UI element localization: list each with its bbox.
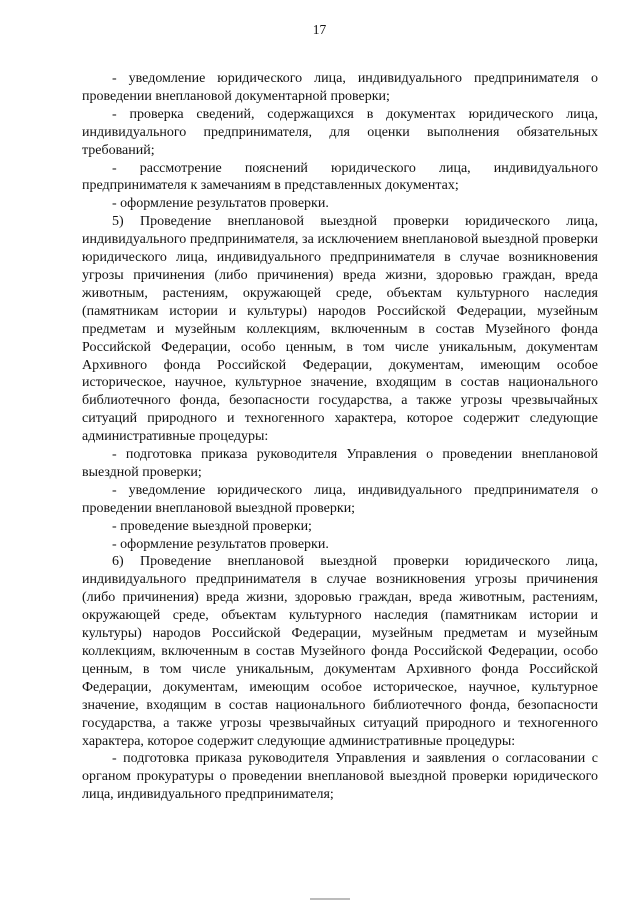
paragraph-notify-documentary: - уведомление юридического лица, индивидуального предпринимателя о проведении внеплановой документарной проверки; [82,71,598,104]
paragraph-prepare-order-prosecutor: - подготовка приказа руководителя Управления и заявления о согласовании с органом прокуратуры о проведении внеплановой выездной проверки юридического лица, индивидуального предпринимателя; [82,751,598,803]
document-body [82,70,598,804]
paragraph-prepare-order: - подготовка приказа руководителя Управления о проведении внеплановой выездной проверки; [82,447,598,480]
page-number: 17 [312,22,327,37]
paragraph-results-documentary: - оформление результатов проверки. [112,196,329,212]
paragraph-item-6: 6) Проведение внеплановой выездной проверки юридического лица, индивидуального предпринимателя в случае возникновения угрозы причинения (либо причинения) вреда жизни, здоровью граждан, вреда животным, растениям, окружающей среде, объектам культурного наследия (памятникам истории и культуры) народов Российской Федерации, музейным предметам и музейным коллекциям, включенным в состав Музейного фонда Российской Федерации, особо ценным, в том числе уникальным, документам Архивного фонда Российской Федерации, документам, имеющим особое историческое, научное, культурное значение, входящим в состав национального библиотечного фонда, безопасности государства, а также угрозы чрезвычайных ситуаций природного и техногенного характера, которое содержит следующие административные процедуры: [82,554,598,749]
paragraph-check-documents: - проверка сведений, содержащихся в документах юридического лица, индивидуального предпринимателя, для оценки выполнения обязательных требований; [82,106,598,158]
scan-edge-mark [310,898,350,900]
paragraph-review-explanations: - рассмотрение пояснений юридического лица, индивидуального предпринимателя к замечаниям в представленных документах; [82,160,598,194]
paragraph-results-onsite: - оформление результатов проверки. [112,536,329,552]
paragraph-item-5: 5) Проведение внеплановой выездной проверки юридического лица, индивидуального предпринимателя, за исключением внеплановой выездной проверки юридического лица, индивидуального предпринимателя в случае возникновения угрозы причинения (либо причинения) вреда жизни, здоровью граждан, вреда животным, растениям, окружающей среде, объектам культурного наследия (памятникам истории и культуры) народов Российской Федерации, музейным предметам и музейным коллекциям, включенным в состав Музейного фонда Российской Федерации, особо ценным, в том числе уникальным, документам Архивного фонда Российской Федерации, документам, имеющим особое историческое, научное, культурное значение, входящим в состав национального библиотечного фонда, безопасности государства, а также угрозы чрезвычайных ситуаций природного и техногенного характера, которое содержит следующие административные процедуры: [82,214,598,445]
paragraph-conduct-onsite: - проведение выездной проверки; [112,518,312,534]
paragraph-notify-onsite: - уведомление юридического лица, индивидуального предпринимателя о проведении внеплановой выездной проверки; [82,482,598,516]
